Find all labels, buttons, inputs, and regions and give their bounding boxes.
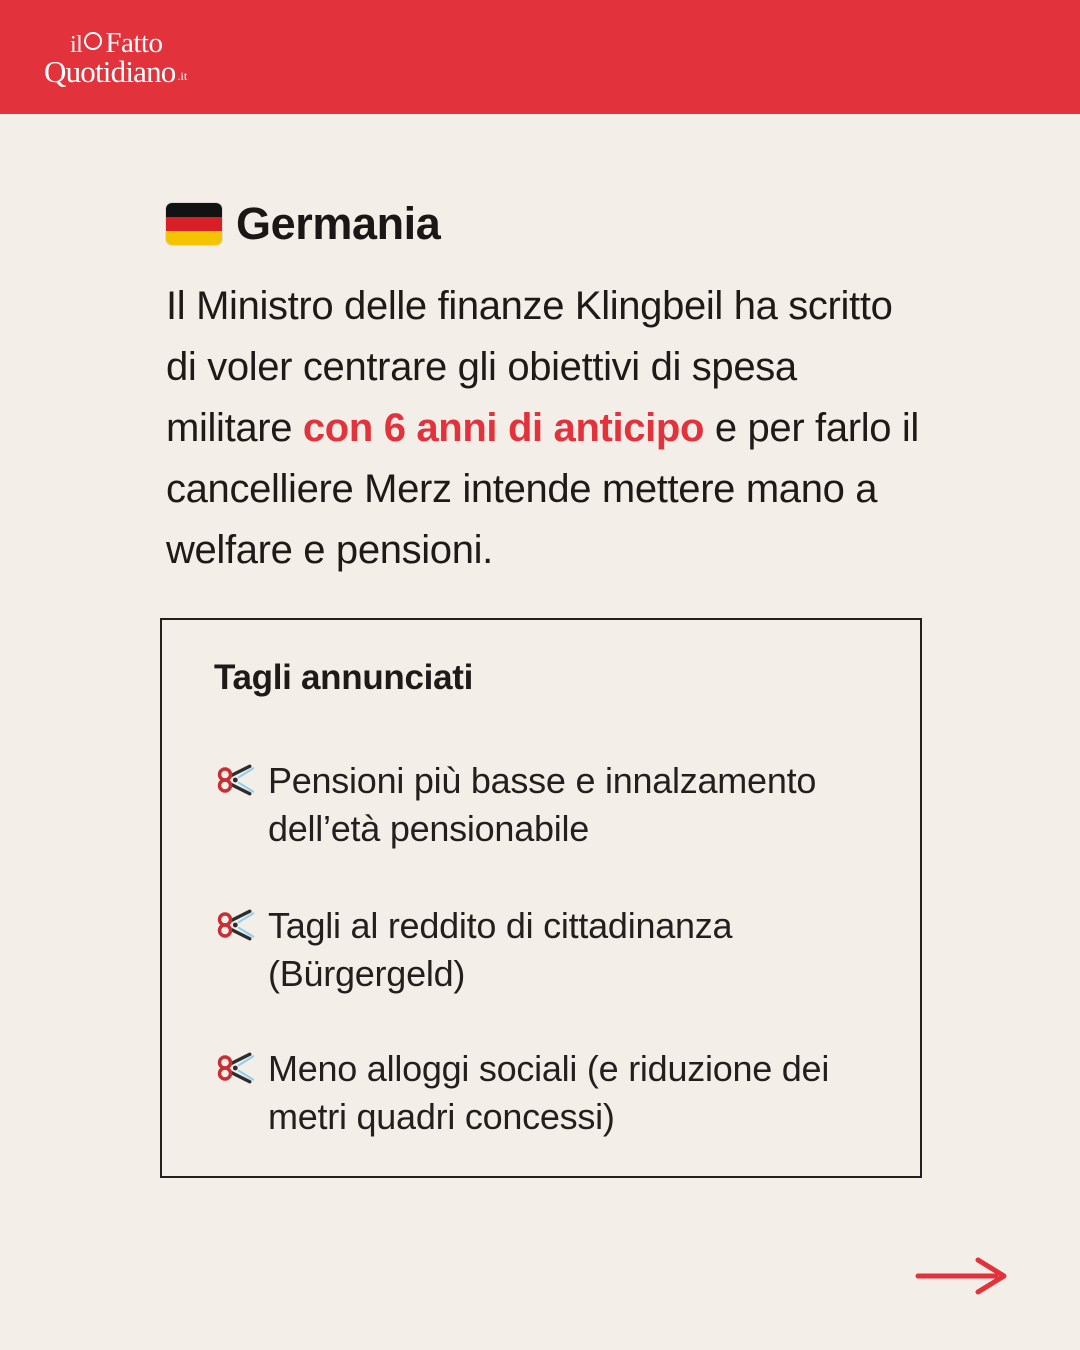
main-paragraph [166,276,926,581]
scissors-icon [214,758,258,802]
cut-item-1-line [214,756,874,806]
top-bar [0,0,1080,114]
germany-flag-icon [166,203,222,245]
main-content [166,198,926,581]
scissors-icon [214,903,258,947]
flag-gold-stripe [166,231,222,245]
brand-quotidiano-text: Quotidiano [44,54,176,90]
cut-item-1-line-2: dell’età pensionabile [268,808,589,849]
brand-logo[interactable] [44,27,234,90]
cut-item-1 [214,756,874,854]
scissors-icon [214,1046,258,1090]
brand-il-text: il [70,31,83,58]
cut-item-3 [214,1044,874,1142]
brand-line-2 [44,54,234,90]
cut-item-1-line-1: Pensioni più basse e innalzamento [268,760,817,801]
main-paragraph-after-accent: e per farlo il cancelliere Merz intende mettere mano a welfare e pensioni. [166,406,919,572]
brand-line-1 [70,27,234,59]
cut-item-3-line-2: metri quadri concessi) [268,1096,615,1137]
cut-item-2 [214,901,874,999]
cut-item-2-line [214,901,874,951]
country-header [166,198,926,250]
flag-black-stripe [166,203,222,217]
cut-item-3-line-1: Meno alloggi sociali (e riduzione dei [268,1048,830,1089]
main-paragraph-before-accent: Il Ministro delle finanze Klingbeil ha scritto di voler centrare gli obiettivi di spesa militare [166,284,893,450]
flag-red-stripe [166,217,222,231]
brand-mark-icon [84,32,102,50]
section-title: Germania [236,198,441,249]
right-arrow-icon[interactable] [914,1254,1010,1298]
card-title: Tagli annunciati [214,658,474,697]
main-paragraph-accent: con 6 anni di anticipo [302,406,705,450]
cut-item-3-line [214,1044,874,1094]
cut-item-2-line-1: Tagli al reddito di cittadinanza [268,905,733,946]
brand-it-text: .it [177,69,188,84]
cut-item-2-line-2: (Bürgergeld) [268,953,466,994]
cuts-card [160,618,922,1178]
brand-fatto-text: Fatto [105,27,163,59]
